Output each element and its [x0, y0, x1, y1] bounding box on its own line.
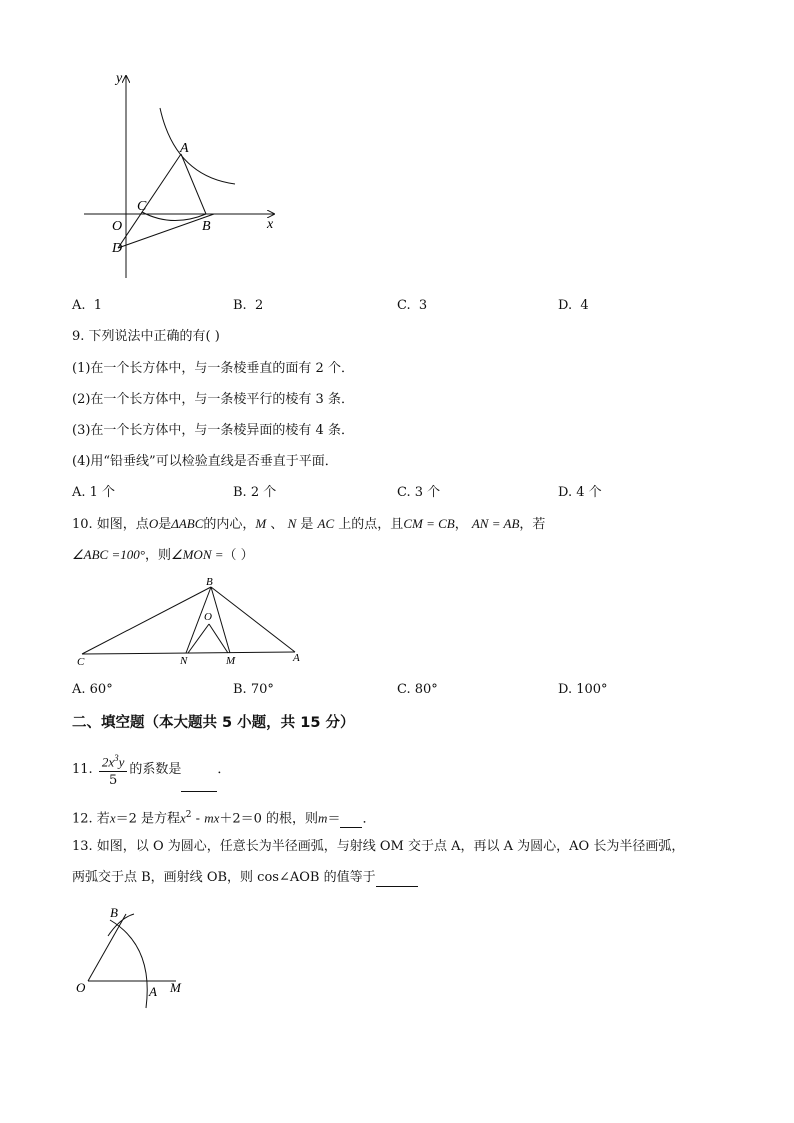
q13-answer-blank[interactable]: [376, 872, 418, 887]
hyperbola-curve: [160, 108, 235, 184]
ray-ob: [88, 914, 126, 981]
q9-option-d[interactable]: D. 4 个: [558, 485, 602, 500]
label-d: D: [112, 241, 123, 256]
q10-option-c[interactable]: C. 80°: [397, 682, 438, 697]
arc-cb: [142, 212, 206, 221]
label-x: x: [267, 217, 274, 232]
q9-stem: 9. 下列说法中正确的有( ): [72, 329, 220, 344]
q8-option-a[interactable]: A. 1: [72, 298, 103, 313]
q13-stem-line2: 两弧交于点 B，画射线 OB，则 cos∠AOB 的值等于: [72, 869, 418, 887]
q9-statement-3: (3)在一个长方体中，与一条棱异面的棱有 4 条．: [72, 423, 354, 438]
q11-fraction: $\frac{2x^3y}{5}$: [99, 749, 128, 790]
q11-answer-blank[interactable]: [181, 777, 217, 792]
label-o: O: [112, 219, 123, 234]
q12-answer-blank[interactable]: [340, 813, 362, 828]
q9-statement-2: (2)在一个长方体中，与一条棱平行的棱有 3 条．: [72, 392, 354, 407]
segment-bm: [211, 587, 230, 653]
q8-option-d[interactable]: D. 4: [558, 298, 589, 313]
segment-cb: [82, 587, 211, 654]
q10-stem-line1: 10. 如图，点O是ΔABC的内心，M 、 N 是 AC 上的点，且CM = CB， AN = AB，若: [72, 516, 546, 532]
segment-db: [118, 214, 214, 248]
label-a: A: [149, 984, 157, 999]
label-b: B: [202, 219, 211, 234]
label-m: M: [226, 655, 236, 667]
segment-ba: [211, 587, 295, 652]
q9-statement-4: (4)用“铅垂线”可以检验直线是否垂直于平面．: [72, 454, 338, 469]
q8-option-b[interactable]: B. 2: [233, 298, 264, 313]
q9-option-a[interactable]: A. 1 个: [72, 485, 116, 500]
label-b: B: [206, 576, 213, 588]
label-o: O: [76, 980, 86, 995]
q10-option-d[interactable]: D. 100°: [558, 682, 608, 697]
label-c: C: [137, 199, 147, 214]
q8-figure: [80, 68, 290, 283]
label-n: N: [180, 655, 188, 667]
label-a: A: [293, 652, 300, 664]
q11-stem: 11. $\frac{2x^3y}{5}$ 的系数是 ．: [72, 748, 230, 792]
q13-stem-line1: 13. 如图，以 O 为圆心，任意长为半径画弧，与射线 OM 交于点 A，再以 A 为圆心，AO 长为半径画弧，: [72, 839, 685, 854]
label-o: O: [204, 611, 212, 623]
segment-ad: [118, 154, 181, 248]
segment-om: [209, 624, 228, 653]
q9-statement-1: (1)在一个长方体中，与一条棱垂直的面有 2 个．: [72, 361, 354, 376]
label-a: A: [180, 141, 189, 156]
q12-stem: 12. 若x＝2 是方程$x^2 - mx+2=0$ 的根，则m＝ ．: [72, 810, 376, 827]
q9-option-b[interactable]: B. 2 个: [233, 485, 277, 500]
q10-option-b[interactable]: B. 70°: [233, 682, 274, 697]
label-c: C: [77, 656, 85, 668]
label-b: B: [110, 905, 118, 920]
label-m: M: [170, 980, 181, 995]
q13-figure: [72, 900, 202, 1015]
q10-option-a[interactable]: A. 60°: [72, 682, 113, 697]
q10-stem-line2: ∠ABC =100°，则∠MON =（ ）: [72, 547, 254, 563]
q8-option-c[interactable]: C. 3: [397, 298, 428, 313]
segment-ab: [181, 154, 206, 214]
label-y: y: [116, 71, 123, 86]
q9-option-c[interactable]: C. 3 个: [397, 485, 441, 500]
section-heading: 二、填空题（本大题共 5 小题，共 15 分）: [72, 715, 355, 731]
q10-figure: [72, 574, 312, 670]
